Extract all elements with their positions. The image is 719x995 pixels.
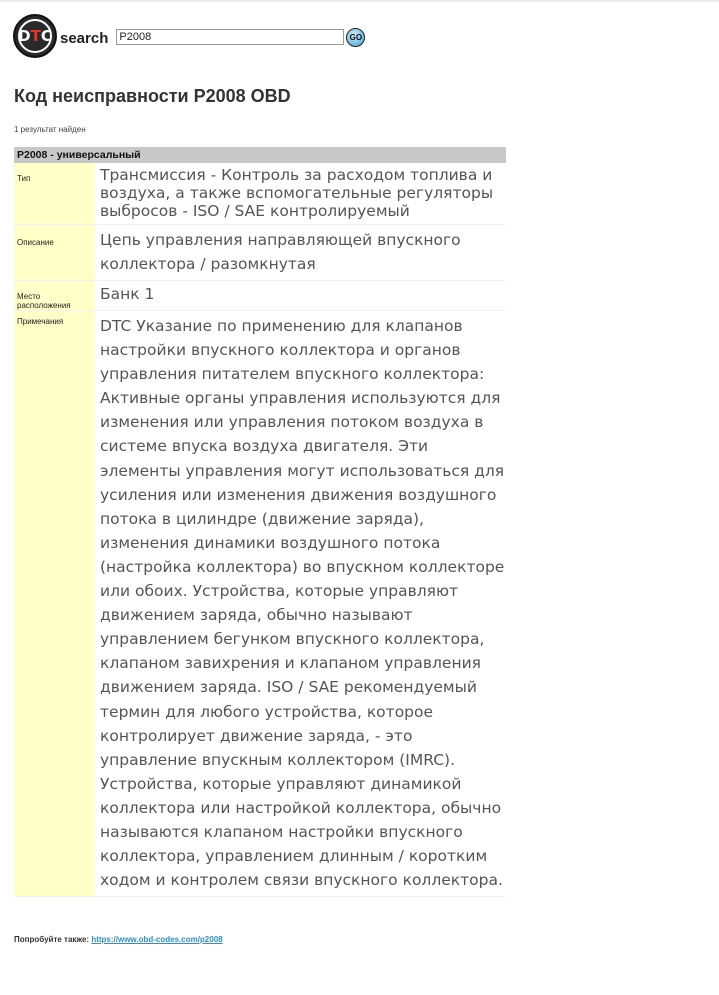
row-value-location: Банк 1 (95, 281, 506, 311)
row-label-notes: Примечания (14, 311, 95, 897)
site-header (13, 14, 365, 58)
row-label-type: Тип (14, 163, 95, 225)
dtc-search-logo[interactable] (13, 14, 108, 58)
table-row-location (14, 281, 506, 311)
logo-badge-icon (13, 14, 57, 58)
go-button[interactable]: GO (346, 28, 365, 47)
also-try-label: Попробуйте также: (14, 935, 90, 944)
table-row-notes (14, 311, 506, 897)
logo-letter-c: C (40, 27, 52, 45)
also-try-link[interactable]: https://www.obd-codes.com/p2008 (91, 935, 223, 944)
result-count: 1 результат найден (14, 125, 86, 134)
also-try-section (14, 935, 223, 944)
row-label-description: Описание (14, 225, 95, 281)
top-divider (0, 0, 719, 3)
search-input[interactable] (116, 29, 344, 45)
row-value-description: Цепь управления направляющей впускного коллектора / разомкнутая (95, 225, 506, 281)
row-value-notes: DTC Указание по применению для клапанов настройки впускного коллектора и органов управления питателем впускного коллектора: Активные органы управления используются для изменения или управления потоком воздуха в системе впуска воздуха двигателя. Эти элементы управления могут использоваться для усиления или изменения движения воздушного потока в цилиндре (движение заряда), изменения динамики воздушного потока (настройка коллектора) во впускном коллекторе или обоих. Устройства, которые управляют движением заряда, обычно называют управлением бегунком впускного коллектора, клапаном завихрения и клапаном управления движением заряда. ISO / SAE рекомендуемый термин для любого устройства, которое контролирует движение заряда, - это управление впускным коллектором (IMRC). Устройства, которые управляют динамикой коллектора или настройкой коллектора, обычно называются клапаном настройки впускного коллектора, управлением длинным / коротким ходом и контролем связи впускного коллектора. (95, 311, 506, 897)
logo-word: search (60, 29, 109, 47)
code-details-table (14, 147, 506, 897)
row-label-location: Место расположения (14, 281, 95, 311)
row-value-type: Трансмиссия - Контроль за расходом топлива и воздуха, а также вспомогательные регуляторы выбросов - ISO / SAE контролируемый (95, 163, 506, 225)
table-row-description (14, 225, 506, 281)
table-heading: P2008 - универсальный (14, 147, 506, 163)
page-title: Код неисправности P2008 OBD (14, 86, 291, 106)
logo-letter-d: D (18, 27, 31, 45)
logo-letter-t: T (30, 27, 41, 45)
table-row-type (14, 163, 506, 225)
